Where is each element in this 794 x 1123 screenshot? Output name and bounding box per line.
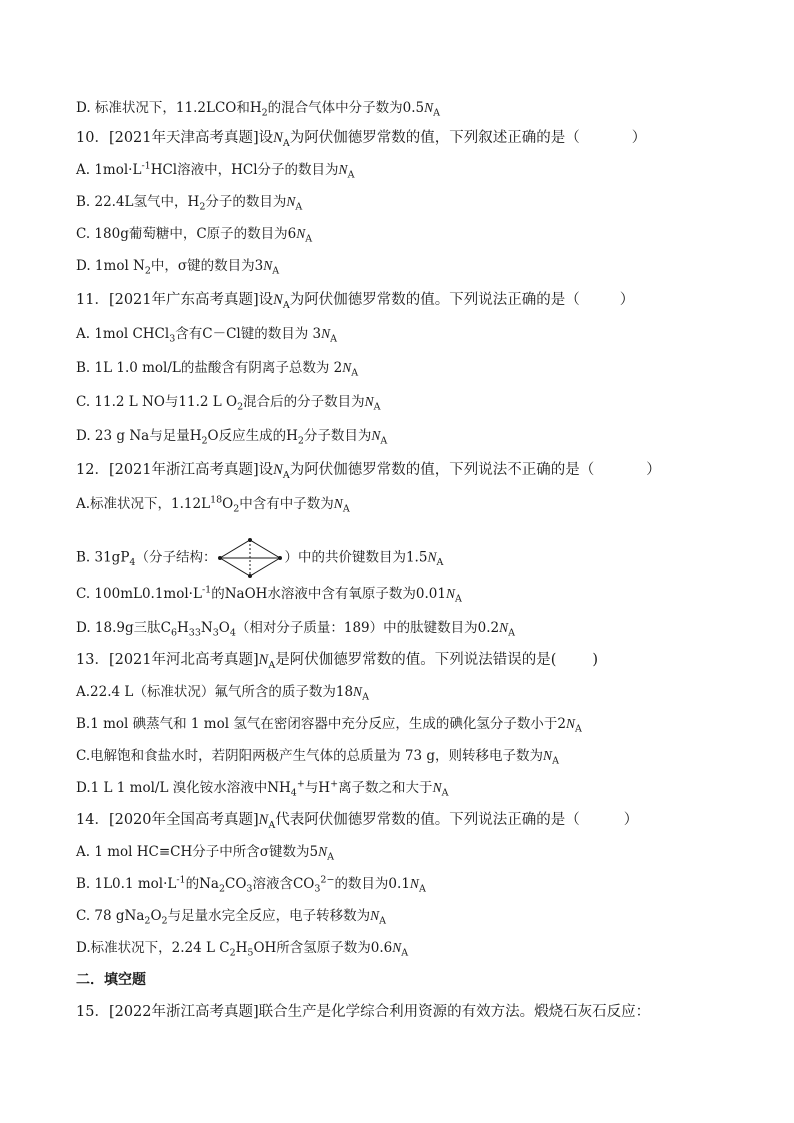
q12-option-b: B. $31gP_4$（分子结构： ）中的共价键数目为$1.5N_A$ xyxy=(76,538,443,578)
q14-option-a: A. 1 mol HC≡CH分子中所含σ键数为$5N_A$ xyxy=(76,844,334,863)
q10-option-d: D. 1mol $N_2$中，σ键的数目为$3N_A$ xyxy=(76,258,280,277)
q13-option-a: A.22.4 L（标准状况）氟气所含的质子数为$18N_A$ xyxy=(76,684,369,703)
question-13-stem: 13．[2021年河北高考真题]$N_A$是阿伏伽德罗常数的值。下列说法错误的是( ) xyxy=(76,652,599,671)
q10-option-c: C. 180g葡萄糖中，C原子的数目为$6N_A$ xyxy=(76,226,313,245)
q12-option-c: C. $100mL0.1mol\cdot L^{-1}$的NaOH水溶液中含有氧原子数为$0.01N_A$ xyxy=(76,584,462,605)
q10-option-b: B. 22.4L氢气中，$H_2$分子的数目为$N_A$ xyxy=(76,194,303,213)
q13-option-c: C.电解饱和食盐水时，若阴阳两极产生气体的总质量为 73 g，则转移电子数为$N_A$ xyxy=(76,748,559,767)
question-15-stem: 15．[2022年浙江高考真题]联合生产是化学综合利用资源的有效方法。煅烧石灰石反应： xyxy=(76,1004,651,1020)
q14-option-b: B. 1L0.1 $mol\cdot L^{-1}$的$Na_2CO_3$溶液含$CO_3^{2-}$的数目为$0.1N_A$ xyxy=(76,874,426,895)
section-heading-fill-in: 二．填空题 xyxy=(76,972,146,988)
q11-option-a: A. 1mol CHCl$_3$含有C－Cl键的数目为 $3N_A$ xyxy=(76,326,338,345)
q14-option-c: C. 78 $gNa_2O_2$与足量水完全反应，电子转移数为$N_A$ xyxy=(76,908,386,927)
q12-option-a: A.标准状况下，$1.12L^{18}O_2$中含有中子数为$N_A$ xyxy=(76,494,350,515)
question-12-stem: 12．[2021年浙江高考真题]设$N_A$为阿伏伽德罗常数的值，下列说法不正确的是（ ） xyxy=(76,462,661,481)
q13-option-d: D.1 L 1 mol/L 溴化铵水溶液中$NH_4^+$与H+离子数之和大于$N_A$ xyxy=(76,778,449,799)
q12-option-d: D. 18.9g三肽$C_6H_{33}N_3O_4$（相对分子质量：189）中的肽键数目为$0.2N_A$ xyxy=(76,620,516,639)
question-10-stem: 10．[2021年天津高考真题]设$N_A$为阿伏伽德罗常数的值，下列叙述正确的是（ ） xyxy=(76,130,647,149)
q13-option-b: B.1 mol 碘蒸气和 1 mol 氢气在密闭容器中充分反应，生成的碘化氢分子数小于$2N_A$ xyxy=(76,716,582,735)
q9-option-d: D. 标准状况下，11.2LCO和$H_2$的混合气体中分子数为$0.5N_A$ xyxy=(76,100,441,119)
question-14-stem: 14．[2020年全国高考真题]$N_A$代表阿伏伽德罗常数的值。下列说法正确的是（ ） xyxy=(76,812,639,831)
q14-option-d: D.标准状况下，2.24 L $C_2H_5OH$所含氢原子数为$0.6N_A$ xyxy=(76,940,409,959)
q10-option-a: A. $1mol\cdot L^{-1}HCl$溶液中，HCl分子的数目为$N_A$ xyxy=(76,160,355,181)
q11-option-d: D. 23 g Na与足量$H_2O$反应生成的$H_2$分子数目为$N_A$ xyxy=(76,428,388,447)
q11-option-c: C. 11.2 L NO与11.2 L $O_2$混合后的分子数目为$N_A$ xyxy=(76,394,381,413)
question-11-stem: 11．[2021年广东高考真题]设$N_A$为阿伏伽德罗常数的值。下列说法正确的是（ ） xyxy=(76,292,635,311)
q11-option-b: B. 1L 1.0 mol/L的盐酸含有阴离子总数为 $2N_A$ xyxy=(76,360,359,379)
p4-structure-diagram xyxy=(218,538,282,578)
